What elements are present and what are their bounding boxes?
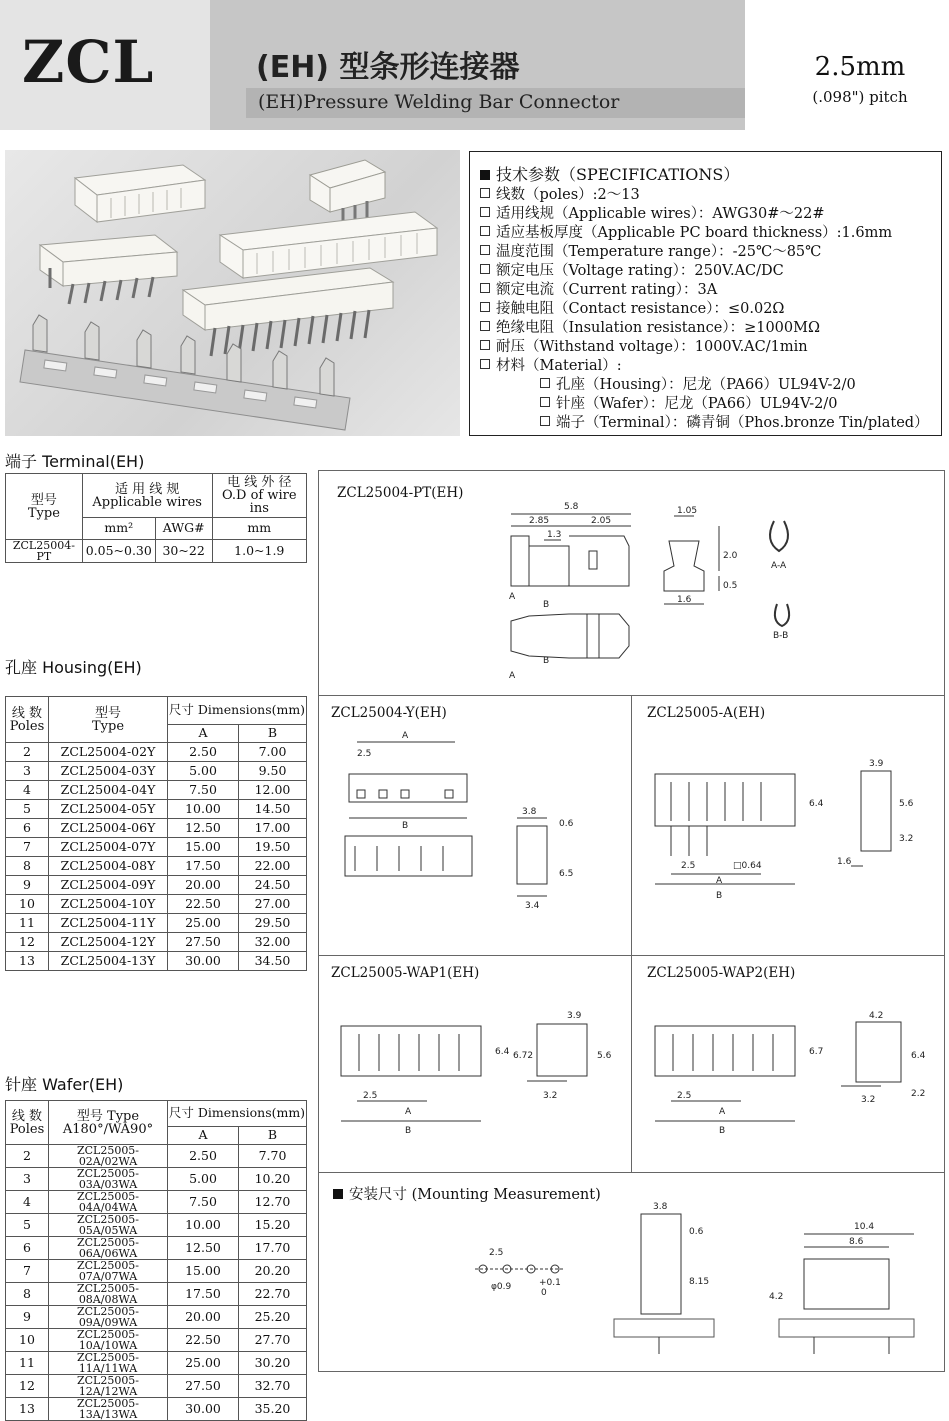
dim-a-cell: 25.00 xyxy=(168,914,239,933)
spec-item: 额定电压（Voltage rating）：250V.AC/DC xyxy=(480,259,784,280)
dim-label: 2.5 xyxy=(681,861,696,871)
wafer-wap2-drawing xyxy=(641,986,941,1156)
poles-cell: 4 xyxy=(6,1191,49,1214)
dim-label: 3.2 xyxy=(861,1095,876,1105)
col-od: 电 线 外 径 O.D of wire ins xyxy=(212,474,306,518)
col-poles: 线 数 Poles xyxy=(6,697,49,743)
poles-cell: 11 xyxy=(6,914,49,933)
dim-b-cell: 29.50 xyxy=(239,914,307,933)
dim-a-cell: 22.50 xyxy=(168,1329,239,1352)
dim-label: A xyxy=(405,1107,412,1117)
dim-b-cell: 19.50 xyxy=(239,838,307,857)
poles-cell: 9 xyxy=(6,876,49,895)
dim-label: B xyxy=(719,1126,726,1136)
type-cell: ZCL25004-09Y xyxy=(49,876,168,895)
dim-label: 2.5 xyxy=(489,1248,504,1258)
type-cell: ZCL25004-07Y xyxy=(49,838,168,857)
divider xyxy=(319,1172,944,1173)
wafer-table xyxy=(5,1100,307,1421)
type-cell: ZCL25005-07A/07WA xyxy=(49,1260,168,1283)
poles-cell: 12 xyxy=(6,1375,49,1398)
poles-cell: 2 xyxy=(6,743,49,762)
checkbox-icon xyxy=(480,302,490,312)
col-wires: 适 用 线 规 Applicable wires xyxy=(82,474,212,518)
dim-label: 6.72 xyxy=(513,1051,534,1061)
table-row xyxy=(6,781,307,800)
dim-b-cell: 20.20 xyxy=(239,1260,307,1283)
dim-label: □0.64 xyxy=(733,861,762,871)
unit-mm: mm xyxy=(212,518,306,540)
dim-label: 5.6 xyxy=(597,1051,612,1061)
dim-a-cell: 2.50 xyxy=(168,743,239,762)
dim-label: 8.15 xyxy=(689,1277,710,1287)
dim-label: 2.5 xyxy=(677,1091,692,1101)
dim-label: 0 xyxy=(541,1288,547,1298)
wafer-wap1-drawing xyxy=(327,986,627,1156)
poles-cell: 10 xyxy=(6,1329,49,1352)
brand-logo: ZCL xyxy=(22,28,155,96)
dim-label: 2.5 xyxy=(363,1091,378,1101)
table-row: ZCL25004-PT 0.05~0.30 30~22 1.0~1.9 xyxy=(6,540,307,563)
table-row xyxy=(6,1283,307,1306)
material-item: 端子（Terminal）：磷青铜（Phos.bronze Tin/plated） xyxy=(540,411,929,432)
table-row xyxy=(6,914,307,933)
dim-a-cell: 15.00 xyxy=(168,1260,239,1283)
table-row xyxy=(6,1375,307,1398)
drawing-title-y: ZCL25004-Y(EH) xyxy=(331,705,447,721)
col-b: B xyxy=(239,725,307,743)
dim-label: 2.0 xyxy=(723,551,738,561)
square-bullet-icon xyxy=(480,170,490,180)
type-cell: ZCL25005-12A/12WA xyxy=(49,1375,168,1398)
dim-a-cell: 10.00 xyxy=(168,800,239,819)
spec-item: 适用线规（Applicable wires）：AWG30#～22# xyxy=(480,202,825,223)
type-cell: ZCL25004-12Y xyxy=(49,933,168,952)
table-row xyxy=(6,1398,307,1421)
drawing-title-a: ZCL25005-A(EH) xyxy=(647,705,766,721)
dim-b-cell: 12.70 xyxy=(239,1191,307,1214)
terminal-table xyxy=(5,473,307,563)
dim-a-cell: 5.00 xyxy=(168,1168,239,1191)
dim-label: A xyxy=(402,731,409,741)
type-cell: ZCL25005-10A/10WA xyxy=(49,1329,168,1352)
table-row xyxy=(6,743,307,762)
dim-label: +0.1 xyxy=(539,1278,561,1288)
dim-a-cell: 30.00 xyxy=(168,952,239,971)
spec-item: 温度范围（Temperature range）：-25℃～85℃ xyxy=(480,240,821,261)
spec-item: 接触电阻（Contact resistance）：≤0.02Ω xyxy=(480,297,784,318)
drawing-title-wap2: ZCL25005-WAP2(EH) xyxy=(647,965,796,981)
dim-a-cell: 20.00 xyxy=(168,1306,239,1329)
poles-cell: 8 xyxy=(6,1283,49,1306)
dim-label: 4.2 xyxy=(869,1011,884,1021)
dim-label: 1.6 xyxy=(837,857,852,867)
type-cell: ZCL25005-04A/04WA xyxy=(49,1191,168,1214)
dim-a-cell: 25.00 xyxy=(168,1352,239,1375)
dim-label: 10.4 xyxy=(854,1222,875,1232)
col-type: 型号 Type xyxy=(49,697,168,743)
checkbox-icon xyxy=(480,321,490,331)
poles-cell: 11 xyxy=(6,1352,49,1375)
dim-label: 1.6 xyxy=(677,595,692,605)
page-subtitle: (EH)Pressure Welding Bar Connector xyxy=(258,91,620,113)
poles-cell: 5 xyxy=(6,800,49,819)
type-cell: ZCL25004-04Y xyxy=(49,781,168,800)
dim-label: A xyxy=(719,1107,726,1117)
dim-a-cell: 12.50 xyxy=(168,819,239,838)
drawing-title-pt: ZCL25004-PT(EH) xyxy=(337,485,464,501)
dim-b-cell: 35.20 xyxy=(239,1398,307,1421)
table-row xyxy=(6,895,307,914)
dim-label: 3.2 xyxy=(543,1091,558,1101)
dim-a-cell: 7.50 xyxy=(168,1191,239,1214)
checkbox-icon xyxy=(480,264,490,274)
type-cell: ZCL25004-03Y xyxy=(49,762,168,781)
wafer-a-drawing xyxy=(641,726,941,948)
dim-a-cell: 20.00 xyxy=(168,876,239,895)
table-row xyxy=(6,1191,307,1214)
dim-label: 1.05 xyxy=(677,506,698,516)
dim-label: 3.2 xyxy=(899,834,914,844)
dim-b-cell: 27.70 xyxy=(239,1329,307,1352)
wafer-heading: 针座 Wafer(EH) xyxy=(5,1075,124,1094)
poles-cell: 10 xyxy=(6,895,49,914)
dim-label: 6.5 xyxy=(559,869,574,879)
dim-b-cell: 14.50 xyxy=(239,800,307,819)
mounting-drawing xyxy=(469,1199,939,1369)
dim-a-cell: 7.50 xyxy=(168,781,239,800)
spec-item: 材料（Material）: xyxy=(480,354,622,375)
drawings-panel xyxy=(318,470,945,1372)
dim-b-cell: 7.70 xyxy=(239,1145,307,1168)
type-cell: ZCL25004-05Y xyxy=(49,800,168,819)
spec-item: 适应基板厚度（Applicable PC board thickness）:1.6mm xyxy=(480,221,892,242)
poles-cell: 13 xyxy=(6,1398,49,1421)
dim-label: 2.85 xyxy=(529,516,550,526)
table-row xyxy=(6,1145,307,1168)
table-row xyxy=(6,857,307,876)
dim-b-cell: 34.50 xyxy=(239,952,307,971)
dim-a-cell: 22.50 xyxy=(168,895,239,914)
dim-b-cell: 30.20 xyxy=(239,1352,307,1375)
dim-b-cell: 17.70 xyxy=(239,1237,307,1260)
dim-b-cell: 32.70 xyxy=(239,1375,307,1398)
type-cell: ZCL25005-03A/03WA xyxy=(49,1168,168,1191)
dim-label: B xyxy=(402,821,409,831)
poles-cell: 13 xyxy=(6,952,49,971)
dim-label: 3.8 xyxy=(653,1202,668,1212)
col-b: B xyxy=(239,1127,307,1145)
table-row xyxy=(6,1168,307,1191)
col-a: A xyxy=(168,1127,239,1145)
mounting-title: 安装尺寸 (Mounting Measurement) xyxy=(333,1183,601,1204)
dim-a-cell: 17.50 xyxy=(168,857,239,876)
type-cell: ZCL25004-06Y xyxy=(49,819,168,838)
col-poles: 线 数 Poles xyxy=(6,1101,49,1145)
dim-b-cell: 22.70 xyxy=(239,1283,307,1306)
poles-cell: 12 xyxy=(6,933,49,952)
type-cell: ZCL25005-06A/06WA xyxy=(49,1237,168,1260)
dim-a-cell: 5.00 xyxy=(168,762,239,781)
dim-label: 5.6 xyxy=(899,799,914,809)
spec-item: 额定电流（Current rating）：3A xyxy=(480,278,717,299)
checkbox-icon xyxy=(480,359,490,369)
table-row xyxy=(6,1237,307,1260)
poles-cell: 3 xyxy=(6,762,49,781)
table-row xyxy=(6,838,307,857)
dim-label: 0.6 xyxy=(689,1227,704,1237)
col-a: A xyxy=(168,725,239,743)
dim-label: 5.8 xyxy=(564,502,579,512)
dim-b-cell: 24.50 xyxy=(239,876,307,895)
dim-label: 6.4 xyxy=(911,1051,926,1061)
dim-label: A xyxy=(716,876,723,886)
dim-label: B xyxy=(543,656,550,666)
poles-cell: 3 xyxy=(6,1168,49,1191)
dim-label: 6.4 xyxy=(495,1047,510,1057)
type-cell: ZCL25005-09A/09WA xyxy=(49,1306,168,1329)
dim-label: 3.9 xyxy=(869,759,884,769)
housing-drawing xyxy=(327,726,627,948)
checkbox-icon xyxy=(480,340,490,350)
material-item: 孔座（Housing）：尼龙（PA66）UL94V-2/0 xyxy=(540,373,856,394)
checkbox-icon xyxy=(480,226,490,236)
terminal-drawing xyxy=(499,496,939,691)
dim-label: B-B xyxy=(773,631,789,641)
col-type: 型号 Type A180°/WA90° xyxy=(49,1101,168,1145)
dim-label: A xyxy=(509,592,516,602)
dim-label: φ0.9 xyxy=(491,1282,512,1292)
dim-label: 1.3 xyxy=(547,530,562,540)
dim-b-cell: 22.00 xyxy=(239,857,307,876)
housing-13pin-image xyxy=(220,212,437,278)
dim-b-cell: 27.00 xyxy=(239,895,307,914)
dim-label: 6.4 xyxy=(809,799,824,809)
table-row xyxy=(6,952,307,971)
checkbox-icon xyxy=(540,397,550,407)
type-cell: ZCL25004-11Y xyxy=(49,914,168,933)
checkbox-icon xyxy=(480,188,490,198)
drawing-title-wap1: ZCL25005-WAP1(EH) xyxy=(331,965,480,981)
dim-a-cell: 27.50 xyxy=(168,933,239,952)
type-cell: ZCL25004-10Y xyxy=(49,895,168,914)
type-cell: ZCL25005-08A/08WA xyxy=(49,1283,168,1306)
dim-a-cell: 30.00 xyxy=(168,1398,239,1421)
type-cell: ZCL25004-02Y xyxy=(49,743,168,762)
col-dimensions: 尺寸 Dimensions(mm) xyxy=(168,1101,307,1127)
dim-b-cell: 17.00 xyxy=(239,819,307,838)
dim-b-cell: 9.50 xyxy=(239,762,307,781)
dim-b-cell: 12.00 xyxy=(239,781,307,800)
poles-cell: 8 xyxy=(6,857,49,876)
dim-a-cell: 15.00 xyxy=(168,838,239,857)
housing-7pin-image xyxy=(75,165,205,222)
terminal-heading: 端子 Terminal(EH) xyxy=(5,452,145,471)
terminal-strip-image xyxy=(20,315,350,430)
col-type: 型号 Type xyxy=(6,474,83,540)
dim-label: A-A xyxy=(771,561,787,571)
checkbox-icon xyxy=(480,283,490,293)
dim-label: B xyxy=(716,891,723,901)
specifications-box xyxy=(469,151,942,436)
poles-cell: 6 xyxy=(6,1237,49,1260)
type-cell: ZCL25004-08Y xyxy=(49,857,168,876)
poles-cell: 7 xyxy=(6,838,49,857)
unit-mm2: mm² xyxy=(82,518,155,540)
table-row xyxy=(6,1260,307,1283)
wafer-13pin-image xyxy=(183,268,393,356)
divider xyxy=(631,695,632,1173)
poles-cell: 2 xyxy=(6,1145,49,1168)
dim-b-cell: 15.20 xyxy=(239,1214,307,1237)
dim-label: 0.5 xyxy=(723,581,738,591)
dim-label: 2.5 xyxy=(357,749,372,759)
table-row xyxy=(6,1214,307,1237)
spec-item: 绝缘电阻（Insulation resistance）：≥1000MΩ xyxy=(480,316,820,337)
checkbox-icon xyxy=(540,416,550,426)
type-cell: ZCL25005-02A/02WA xyxy=(49,1145,168,1168)
poles-cell: 9 xyxy=(6,1306,49,1329)
table-row xyxy=(6,819,307,838)
table-row xyxy=(6,933,307,952)
dim-a-cell: 27.50 xyxy=(168,1375,239,1398)
table-row xyxy=(6,800,307,819)
table-row xyxy=(6,1329,307,1352)
dim-label: 3.4 xyxy=(525,901,540,911)
dim-b-cell: 7.00 xyxy=(239,743,307,762)
dim-b-cell: 25.20 xyxy=(239,1306,307,1329)
dim-label: B xyxy=(543,600,550,610)
table-row xyxy=(6,876,307,895)
dim-label: 2.2 xyxy=(911,1089,926,1099)
dim-a-cell: 10.00 xyxy=(168,1214,239,1237)
type-cell: ZCL25005-13A/13WA xyxy=(49,1398,168,1421)
dim-label: B xyxy=(405,1126,412,1136)
table-row xyxy=(6,762,307,781)
dim-label: A xyxy=(509,671,516,681)
material-item: 针座（Wafer）：尼龙（PA66）UL94V-2/0 xyxy=(540,392,837,413)
product-photo xyxy=(5,150,460,436)
dim-a-cell: 2.50 xyxy=(168,1145,239,1168)
poles-cell: 4 xyxy=(6,781,49,800)
housing-table xyxy=(5,696,307,971)
checkbox-icon xyxy=(480,245,490,255)
divider xyxy=(319,955,944,956)
type-cell: ZCL25004-13Y xyxy=(49,952,168,971)
dim-label: 3.9 xyxy=(567,1011,582,1021)
unit-awg: AWG# xyxy=(155,518,212,540)
housing-heading: 孔座 Housing(EH) xyxy=(5,658,142,677)
spec-item: 耐压（Withstand voltage）：1000V.AC/1min xyxy=(480,335,808,356)
specs-heading: 技术参数（SPECIFICATIONS） xyxy=(480,162,739,185)
square-bullet-icon xyxy=(333,1189,343,1199)
pitch-value: 2.5mm xyxy=(814,52,906,82)
page-title: (EH) 型条形连接器 xyxy=(256,50,520,85)
dim-a-cell: 17.50 xyxy=(168,1283,239,1306)
type-cell: ZCL25005-05A/05WA xyxy=(49,1214,168,1237)
poles-cell: 7 xyxy=(6,1260,49,1283)
type-cell: ZCL25005-11A/11WA xyxy=(49,1352,168,1375)
poles-cell: 5 xyxy=(6,1214,49,1237)
col-dimensions: 尺寸 Dimensions(mm) xyxy=(168,697,307,725)
dim-b-cell: 32.00 xyxy=(239,933,307,952)
table-row xyxy=(6,1352,307,1375)
poles-cell: 6 xyxy=(6,819,49,838)
checkbox-icon xyxy=(540,378,550,388)
dim-label: 2.05 xyxy=(591,516,612,526)
dim-label: 0.6 xyxy=(559,819,574,829)
dim-b-cell: 10.20 xyxy=(239,1168,307,1191)
pitch-inch: (.098") pitch xyxy=(812,88,908,106)
dim-label: 8.6 xyxy=(849,1237,864,1247)
checkbox-icon xyxy=(480,207,490,217)
table-row xyxy=(6,1306,307,1329)
dim-a-cell: 12.50 xyxy=(168,1237,239,1260)
dim-label: 4.2 xyxy=(769,1292,784,1302)
spec-item: 线数（poles）:2～13 xyxy=(480,183,640,204)
dim-label: 6.7 xyxy=(809,1047,824,1057)
wafer-7pin-image xyxy=(40,235,177,304)
dim-label: 3.8 xyxy=(522,807,537,817)
